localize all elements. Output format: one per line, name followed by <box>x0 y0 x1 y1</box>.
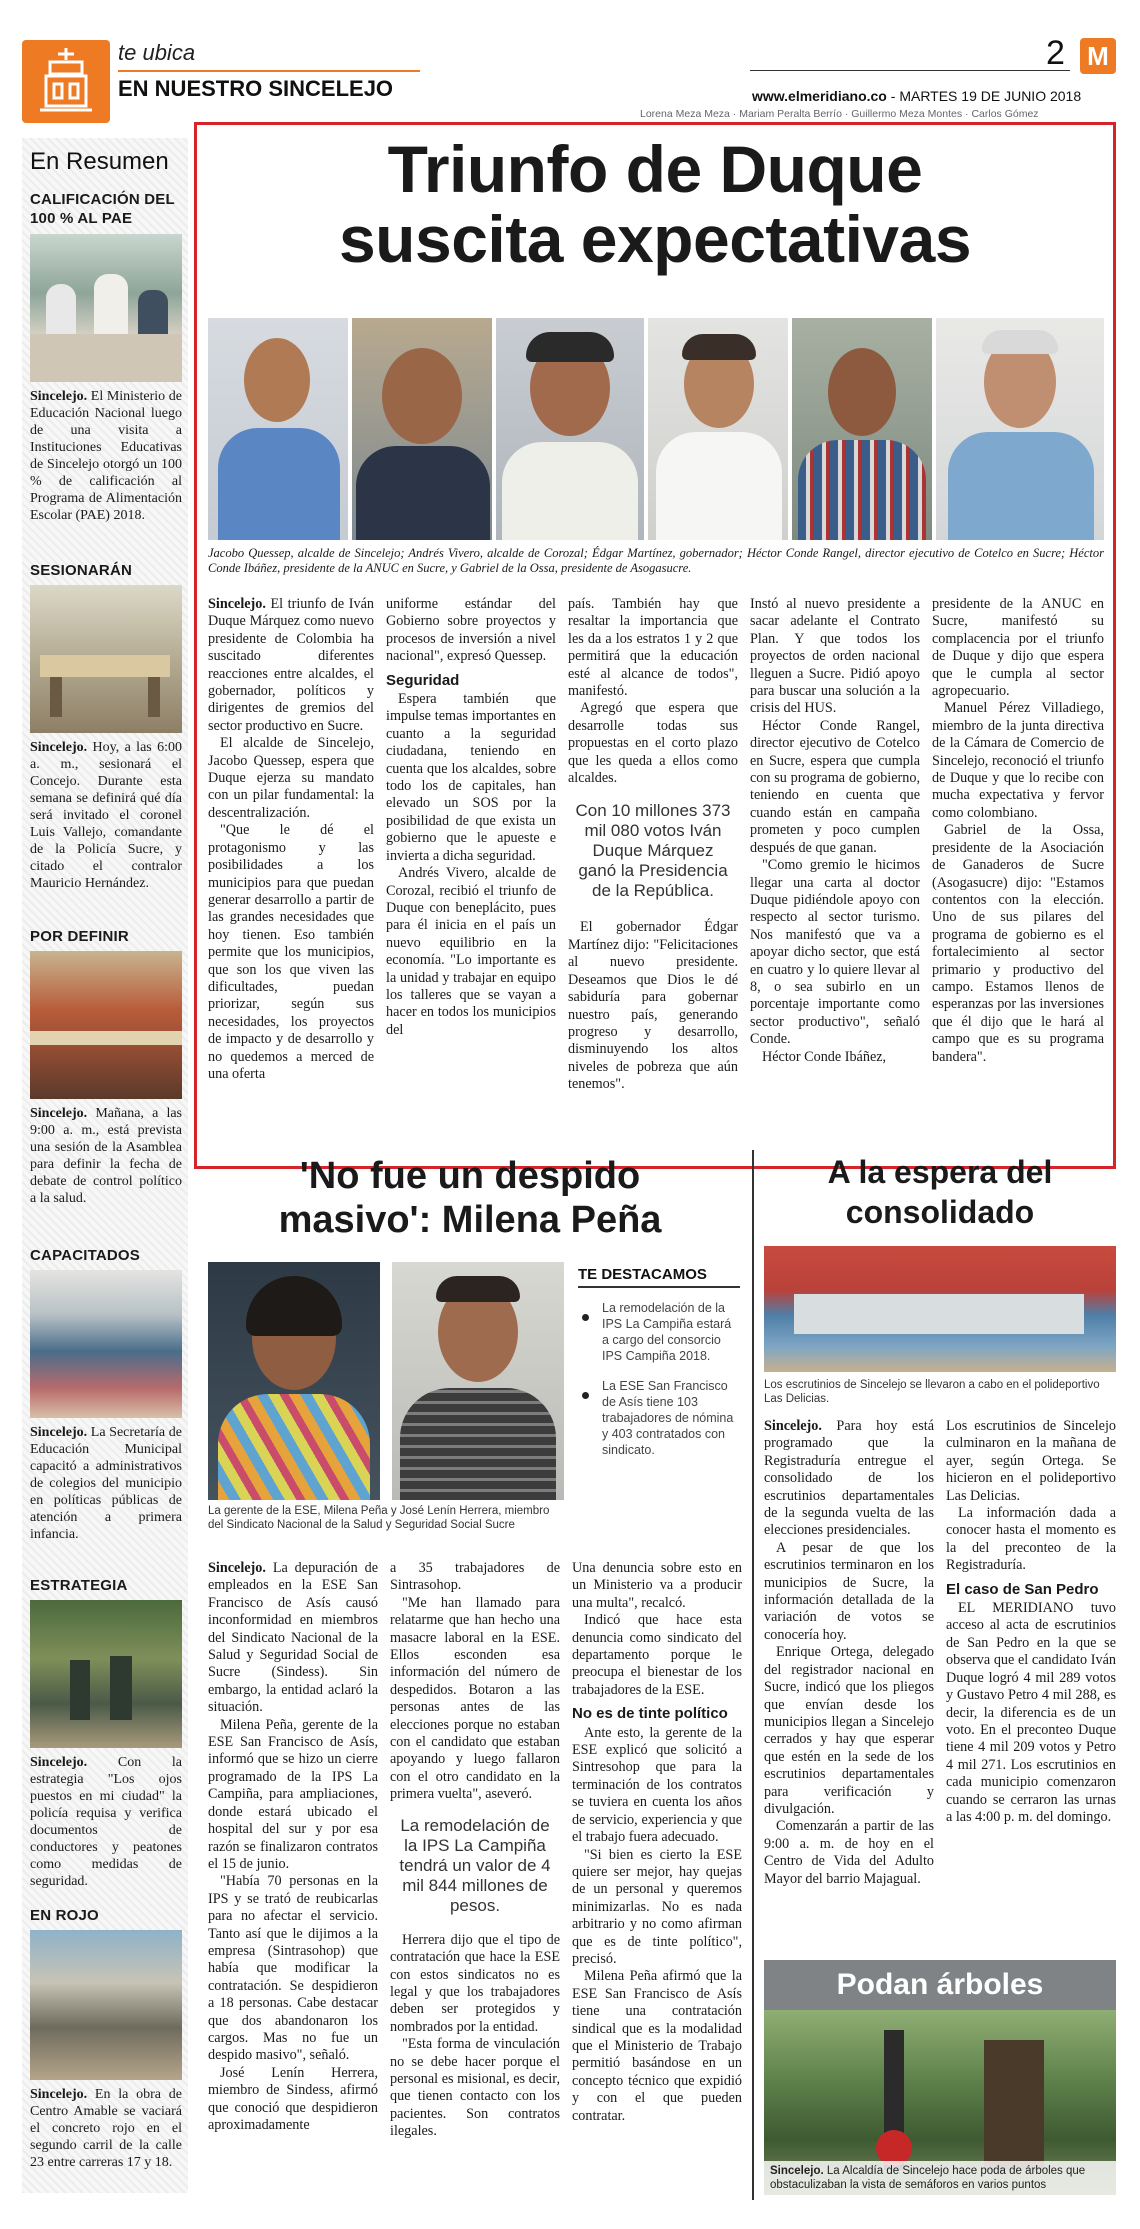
subhead: No es de tinte político <box>572 1705 728 1723</box>
story2-photo-right <box>392 1262 564 1500</box>
story3-headline <box>764 1152 1116 1232</box>
paragraph: Enrique Ortega, delegado del registrador nacional en Sucre, indicó que los pliegos que envían desde los municipios llegan a Sincelejo cerrados y hay que esperar que estén en la sede de los escrutinios departamentales para verificación y divulgación. <box>764 1644 934 1817</box>
paragraph: La depuración de empleados en la ESE San Francisco de Asís causó inconformidad en miembros del Sindicato Nacional de la Salud y Seguridad Social de Sucre (Sindess). Sin embargo, la entidad aclaró la situación. <box>208 1560 378 1716</box>
sidebar-item-lead: Sincelejo. <box>30 2087 88 2102</box>
sidebar-item-lead: Sincelejo. <box>30 389 88 404</box>
paragraph: país. También hay que resaltar la importancia que les da a los estratos 1 y 2 que permitirá que la educación esté al alcance de todos", manifestó. <box>568 596 738 700</box>
sidebar-photo <box>30 1270 182 1418</box>
section-small-label: te ubica <box>118 40 196 65</box>
header-rule <box>750 70 1070 71</box>
page-number: 2 <box>1046 34 1065 72</box>
dateline: Sincelejo. <box>208 1560 266 1576</box>
paragraph: "Me han llamado para relatarme que han hecho una masacre laboral en la ESE. Ellos esconden esa información del número de despedidos. Botaron a las personas antes de las elecciones porque no estaban con el candidato que estaban apoyando y luego fallaron con el otro candidato en la primera vuelta", aseveró. <box>390 1594 560 1803</box>
column-divider <box>752 1150 754 2200</box>
sidebar-item-head: EN ROJO <box>30 1907 99 1924</box>
story2-photo-left <box>208 1262 380 1500</box>
highlight-item: La ESE San Francisco de Asís tiene 103 trabajadores de nómina y 403 contratados con sindicato. <box>578 1378 740 1458</box>
portrait-photo <box>496 318 644 540</box>
story2-col-2 <box>390 1560 560 2192</box>
dateline: Sincelejo. <box>208 596 266 612</box>
subhead: Seguridad <box>386 671 460 689</box>
story4-title-bar: Podan árboles <box>764 1960 1116 2010</box>
sidebar-item-lead: Sincelejo. <box>30 1425 88 1440</box>
paragraph: Herrera dijo que el tipo de contratación que hace la ESE con estos sindicatos no es legal y que los trabajadores deben ser protegidos y nombrados por la entidad. <box>390 1931 560 2035</box>
paragraph: Andrés Vivero, alcalde de Corozal, recibió el triunfo de Duque con beneplácito, pues para él inicia en el país un nuevo equilibrio en la economía. "Lo importante es la unidad y trabajar en equipo los talleres que se vayan a hacer en todos los municipios del <box>386 865 556 1038</box>
paragraph: "Que le dé el protagonismo y las posibilidades a los municipios para que puedan generar desarrollo a partir de las grandes necesidades que hoy tienen. Eso también permite que los municipios, que son los que viven las dificultades, puedan priorizar, según sus necesidades, los proyectos de impacto y de desarrollo y no quedemos a merced de una oferta <box>208 822 374 1082</box>
paragraph: José Lenín Herrera, miembro de Sindess, afirmó que conoció que despidieron aproximadamente <box>208 2064 378 2133</box>
sidebar-item-lead: Sincelejo. <box>30 1755 88 1770</box>
paragraph: Comenzarán a partir de las 9:00 a. m. de hoy en el Centro de Vida del Adulto Mayor del barrio Majagual. <box>764 1818 934 1887</box>
sidebar-item-text: Mañana, a las 9:00 a. m., está prevista una sesión de la Asamblea para definir la fecha de debate de control político a la salud. <box>30 1106 182 1206</box>
sidebar-item <box>30 928 182 1207</box>
story2-col-1 <box>208 1560 378 2192</box>
paragraph: La información dada a conocer hasta el momento es la del preconteo de la Registraduría. <box>946 1505 1116 1574</box>
sidebar-item-text: Con la estrategia "Los ojos puestos en mi ciudad" la policía requisa y verifica documentos de conductores y peatones como medidas de seguridad. <box>30 1755 182 1889</box>
section-rule <box>118 70 420 72</box>
paragraph: Héctor Conde Ibáñez, <box>762 1048 887 1065</box>
paragraph: a 35 trabajadores de Sintrasohop. <box>390 1560 560 1594</box>
sidebar-item-lead: Sincelejo. <box>30 1106 88 1121</box>
site-date <box>752 88 1081 104</box>
section-logo <box>22 40 110 123</box>
main-col-3 <box>568 596 738 1158</box>
sidebar-item-text: En la obra de Centro Amable se vaciará el concreto rojo en el segundo carril de la calle 23 entre carreras 17 y 18. <box>30 2087 182 2170</box>
byline: Lorena Meza Meza · Mariam Peralta Berrío · Guillermo Meza Montes · Carlos Gómez <box>640 108 1039 120</box>
sidebar-item-text: Hoy, a las 6:00 a. m., sesionará el Concejo. Durante esta semana se definirá qué día será invitado el coronel Luis Vallejo, comandante de la Policía Sucre, y citado el contralor Mauricio Hernández. <box>30 740 182 891</box>
story2-headline-line2: masivo': Milena Peña <box>278 1199 662 1241</box>
date-sep: - <box>890 88 900 104</box>
tower-icon <box>22 40 110 123</box>
portrait-photo <box>352 318 492 540</box>
main-col-1 <box>208 596 374 1158</box>
sidebar-photo <box>30 234 182 382</box>
main-headline-line2: suscita expectativas <box>338 202 972 276</box>
story3-col-1 <box>764 1418 934 1938</box>
paragraph: Milena Peña, gerente de la ESE San Francisco de Asís, informó que se hizo un cierre programado de la IPS La Campiña, para ampliaciones, donde estará ubicado el hospital del sur y por esa razón se finalizaron contratos el 15 de junio. <box>208 1716 378 1872</box>
sidebar-item <box>30 562 182 892</box>
dateline: Sincelejo. <box>764 1418 822 1434</box>
sidebar-item <box>30 1577 182 1890</box>
paragraph: Ante esto, la gerente de la ESE explicó que solicitó a Sintresohop que para la terminación de los contratos se tuviera en cuenta los años de servicio, experiencia y que el trabajo fuera adecuado. <box>572 1724 742 1846</box>
dateline: Sincelejo. <box>770 2165 824 2177</box>
sidebar-item <box>30 190 182 524</box>
sidebar-item <box>30 1907 182 2171</box>
paragraph: El alcalde de Sincelejo, Jacobo Quessep, espera que Duque ejerza su mandato con un pilar fundamental: la descentralización. <box>208 735 374 821</box>
sidebar-item-head: ESTRATEGIA <box>30 1577 128 1594</box>
story3-headline-line2: consolidado <box>845 1194 1035 1230</box>
sidebar-item-head: SESIONARÁN <box>30 562 133 579</box>
paragraph: Los escrutinios de Sincelejo culminaron en la mañana de ayer, según Ortega. Se hicieron en el polideportivo Las Delicias. <box>946 1418 1116 1504</box>
main-col-5 <box>932 596 1104 1158</box>
story4-box <box>764 1960 1116 2195</box>
sidebar-item-head: POR DEFINIR <box>30 928 129 945</box>
portrait-photo <box>792 318 932 540</box>
story3-headline-line1: A la espera del <box>827 1154 1053 1190</box>
highlights-list <box>578 1300 740 1472</box>
sidebar-item-head: CALIFICACIÓN DEL 100 % AL PAE <box>30 191 175 227</box>
paragraph: uniforme estándar del Gobierno sobre proyectos y procesos de inversión a nivel nacional", expresó Quessep. <box>386 596 556 665</box>
pull-quote: La remodelación de la IPS La Campiña tendrá un valor de 4 mil 844 millones de pesos. <box>399 1815 551 1915</box>
sidebar-item <box>30 1247 182 1543</box>
portrait-photo <box>648 318 788 540</box>
paragraph: Espera también que impulse temas importantes en cuanto a la seguridad ciudadana, teniendo en cuenta que los alcaldes, sobre todo los de capitales, han elevado un SOS por la posibilidad de que exista un gobierno que le apueste e invierta a dicha seguridad. <box>386 691 556 864</box>
section-big-label: EN NUESTRO SINCELEJO <box>118 76 394 101</box>
paragraph: Para hoy está programado que la Registraduría entregue el consolidado de los escrutinios departamentales de la segunda vuelta de las elecciones presidenciales. <box>764 1418 934 1539</box>
caption-text: La Alcaldía de Sincelejo hace poda de árboles que obstaculizaban la vista de semáforos en varios puntos <box>770 2165 1086 2191</box>
paragraph: Héctor Conde Rangel, director ejecutivo de Cotelco en Sucre, espera que cumpla con su programa de gobierno, teniendo en cuenta que cuando están en campaña prometen y poco cumplen después de que ganan. <box>750 717 920 856</box>
sidebar-item-head: CAPACITADOS <box>30 1247 140 1264</box>
paragraph: Milena Peña afirmó que la ESE San Francisco de Asís tiene una contratación sindical que es la modalidad que el Ministerio de Trabajo permitió basándose en un concepto técnico que expidió y con el que pueden contratar. <box>572 1968 742 2124</box>
logo-badge: M <box>1080 38 1116 74</box>
paragraph: "Había 70 personas en la IPS y se trató de reubicarlas para no afectar el servicio. Tanto así que le dijimos a la empresa (Sintrasohop) que había que modificar la contratación. Se despidieron a 18 personas. Cabe destacar que dos abandonaron los cargos. Mas no fue un despido masivo", señaló. <box>208 1873 378 2064</box>
story2-col-3 <box>572 1560 742 2192</box>
story2-headline-line1: 'No fue un despido <box>299 1155 641 1197</box>
paragraph: El triunfo de Iván Duque Márquez como nuevo presidente de Colombia ha suscitado diferentes reacciones entre alcaldes, el gobernador, políticos y dirigentes de gremios del sector productivo en Sucre. <box>208 596 374 734</box>
sidebar-title: En Resumen <box>30 148 169 175</box>
sidebar-photo <box>30 1600 182 1748</box>
paragraph: presidente de la ANUC en Sucre, manifestó su complacencia por el triunfo de Duque y dijo que espera que le cumpla al sector agropecuario. <box>932 596 1104 700</box>
issue-date: MARTES 19 DE JUNIO 2018 <box>899 88 1082 104</box>
subhead: El caso de San Pedro <box>946 1580 1099 1598</box>
portrait-photo <box>936 318 1104 540</box>
story3-photo-caption: Los escrutinios de Sincelejo se llevaron a cabo en el polideportivo Las Delicias. <box>764 1379 1100 1405</box>
sidebar-item-lead: Sincelejo. <box>30 740 88 755</box>
sidebar-item-text: El Ministerio de Educación Nacional luego de una visita a Instituciones Educativas de Sincelejo otorgó un 100 % de calificación al Programa de Alimentación Escolar (PAE) 2018. <box>30 389 182 523</box>
paragraph: A pesar de que los escrutinios terminaron en los municipios de Sucre, la información detallada de la variación de votos se conocería hoy. <box>764 1539 934 1643</box>
main-col-2 <box>386 596 556 1158</box>
sidebar-photo <box>30 585 182 733</box>
story3-col-2 <box>946 1418 1116 1938</box>
paragraph: Agregó que espera que desarrolle todas sus propuestas en el corto plazo que les queda a ellos como alcaldes. <box>568 700 738 787</box>
paragraph: Una denuncia sobre esto en un Ministerio va a producir una multa", recalcó. <box>572 1560 742 1611</box>
paragraph: Instó al nuevo presidente a sacar adelante el Contrato Plan. Y que todos los proyectos de orden nacional lleguen a Sucre. Pidió apoyo para buscar una solución a la crisis del HUS. <box>750 596 920 717</box>
highlight-item: La remodelación de la IPS La Campiña estará a cargo del consorcio IPS Campiña 2018. <box>578 1300 740 1364</box>
paragraph: EL MERIDIANO tuvo acceso al acta de escrutinios de San Pedro en la que se observa que el candidato Iván Duque logró 4 mil 289 votos y Gustavo Petro 4 mil 288, es decir, la diferencia es de un voto. En el preconteo Duque tiene 4 mil 209 votos y Petro 4 mil 271. Los escrutinios en cada municipio comenzaron cuando se cerraron las urnas a las 4:00 p. m. del domingo. <box>946 1600 1116 1825</box>
sidebar-photo <box>30 1930 182 2080</box>
paragraph: Indicó que hace esta denuncia como sindicato del departamento porque le preocupa el bienestar de los trabajadores de la ESE. <box>572 1612 742 1698</box>
paragraph: Gabriel de la Ossa, presidente de la Asociación de Ganaderos de Sucre (Asogasucre) dijo: "Estamos contentos con la elección. Uno de sus pilares del programa de gobierno es el fortalecimiento al sector primario y productivo del campo. Estamos llenos de esperanzas por las inversiones que él dijo que le hará al campo que es su programa bandera". <box>932 822 1104 1065</box>
paragraph: "Si bien es cierto la ESE quiere ser mejor, hay quejas de un personal y queremos minimizarlas. No es nada arbitrario y no como afirman que es de tinte político", precisó. <box>572 1846 742 1967</box>
paragraph: "Esta forma de vinculación no se debe hacer porque el personal es misional, es decir, que tienen contacto con los pacientes. Son contratos ilegales. <box>390 2036 560 2140</box>
paragraph: El gobernador Édgar Martínez dijo: "Felicitaciones al nuevo presidente. Deseamos que Dios le dé sabiduría para gobernar nuestro país, generando progreso y desarrollo, disminuyendo los altos niveles de pobreza que aún tenemos". <box>568 919 738 1093</box>
highlights-rule <box>578 1286 740 1288</box>
main-photo-caption: Jacobo Quessep, alcalde de Sincelejo; Andrés Vivero, alcalde de Corozal; Édgar Martínez, gobernador; Héctor Conde Rangel, director ejecutivo de Cotelco en Sucre; Héctor Conde Ibáñez, presidente de la ANUC en Sucre, y Gabriel de la Ossa, presidente de Asogasucre. <box>208 546 1104 575</box>
portrait-photo <box>208 318 348 540</box>
main-headline <box>200 134 1110 274</box>
paragraph: "Como gremio le hicimos llegar una carta al doctor Duque pidiéndole apoyo con respecto al sector turismo. Nos manifestó que va a apoyar dicho sector, que está en cuatro y lo quiere llevar al 8, o sea subirlo en un porcentaje importante como sector productivo", señaló Conde. <box>750 857 920 1048</box>
paragraph: Manuel Pérez Villadiego, miembro de la junta directiva de la Cámara de Comercio de Sincelejo, reconoció el triunfo de Duque y que lo recibe con mucha expectativa y fervor como colombiano. <box>932 700 1104 821</box>
story2-headline <box>200 1154 740 1242</box>
main-headline-line1: Triunfo de Duque <box>387 132 923 206</box>
sidebar-item-text: La Secretaría de Educación Municipal capacitó a administrativos de colegios del municipio en políticas públicas de atención a primera infancia. <box>30 1425 182 1542</box>
story4-caption <box>764 2161 1116 2195</box>
main-col-4 <box>750 596 920 1158</box>
sidebar-photo <box>30 951 182 1099</box>
story3-photo <box>764 1246 1116 1372</box>
story2-photo-caption: La gerente de la ESE, Milena Peña y José Lenín Herrera, miembro del Sindicato Nacional de la Salud y Seguridad Social Sucre <box>208 1505 550 1531</box>
site-url: www.elmeridiano.co <box>752 88 887 104</box>
pull-quote: Con 10 millones 373 mil 080 votos Iván Duque Márquez ganó la Presidencia de la República. <box>575 801 731 901</box>
highlights-head: TE DESTACAMOS <box>578 1266 707 1283</box>
